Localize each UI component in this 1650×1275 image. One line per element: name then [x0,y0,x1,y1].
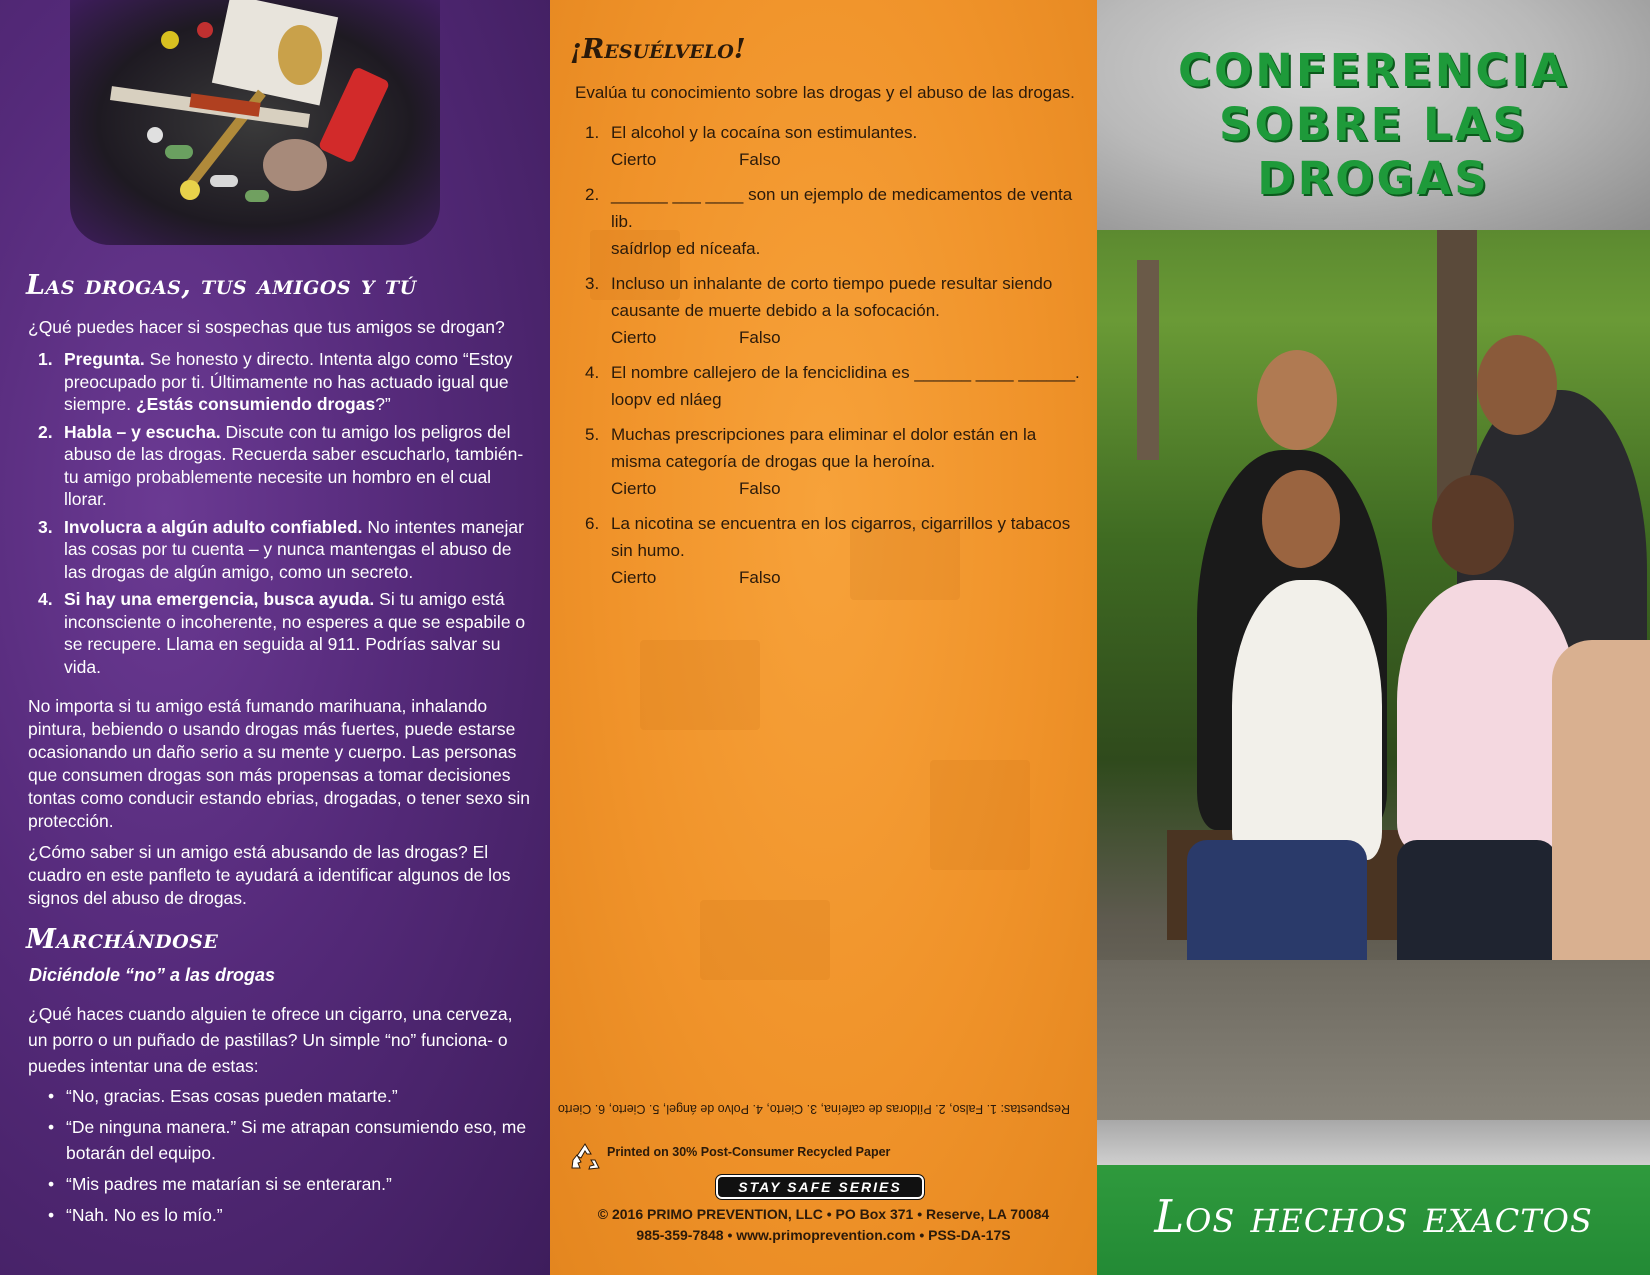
person-seated-right [1397,580,1577,850]
list-item [48,1171,538,1197]
step-lead: Habla – y escucha. [64,421,221,442]
list-item [48,1083,538,1109]
false-option: Falso [739,150,781,169]
bullet-icon: • [48,1205,55,1225]
true-option: Cierto [611,479,657,498]
question-text: El alcohol y la cocaína son estimulantes. [611,123,918,142]
person-head [1257,350,1337,450]
step-tail: ?” [375,394,391,414]
step-number: 3. [38,516,53,537]
list-item-text: “De ninguna manera.” Si me atrapan consumiendo eso, me botarán del equipo. [66,1117,527,1163]
quiz-list [585,119,1085,599]
bullet-icon: • [48,1086,55,1106]
step-lead: Si hay una emergencia, busca ayuda. [64,589,375,609]
step-lead: Pregunta. [64,349,145,369]
bullet-icon: • [48,1174,55,1194]
contact-line: 985-359-7848 • www.primoprevention.com • PSS-DA-17S [636,1227,1011,1243]
cover-title [1097,44,1650,206]
panel-quiz [550,0,1097,1275]
step-text: Se honesto y directo. Intenta algo como “Estoy preocupado por ti. Últimamente no has actuado igual que siempre. [64,349,513,414]
quiz-question [585,181,1085,262]
list-item [48,1114,538,1166]
question-body [611,119,917,173]
true-false-options [611,324,1085,351]
quiz-question [585,270,1085,351]
false-option: Falso [739,568,781,587]
question-body [611,359,1080,413]
quiz-question [585,421,1085,502]
step-text: Si tu amigo está inconsciente o incoherente, no esperes a que se espabile o se recupere. Llama en seguida al 911. Podrías salvar su vida. [64,589,526,677]
false-option: Falso [739,479,781,498]
step-text: Discute con tu amigo los peligros del abuso de las drogas. Recuerda saber escucharlo, también- tu amigo probablemente necesite un hombro en el cual llorar. [64,421,524,509]
tree-trunk [1137,260,1159,460]
heading-friends: Las drogas, tus amigos y tú [26,270,417,301]
step-bold-tail: ¿Estás consumiendo drogas [135,394,376,414]
question-number: 2. [585,185,600,204]
steps-list [38,348,538,683]
intro-question: ¿Qué puedes hacer si sospechas que tus amigos se drogan? [28,317,505,337]
question-text: Muchas prescripciones para eliminar el dolor están en la misma categoría de drogas que la heroína. [611,425,1037,471]
texture-block [640,640,760,730]
list-item-text: “Nah. No es lo mío.” [66,1205,223,1225]
person-head [1432,475,1514,575]
step-number: 4. [38,589,53,609]
step-item [38,516,538,584]
quiz-question [585,359,1085,413]
person-head [1477,335,1557,435]
drugs-illustration-icon [70,0,440,245]
true-option: Cierto [611,328,657,347]
true-option: Cierto [611,150,657,169]
question-body [611,181,1085,262]
step-number: 1. [38,349,53,369]
recycle-icon [569,1142,601,1172]
title-line-1: CONFERENCIA [1177,44,1570,97]
drugs-photo [70,0,440,245]
texture-block [700,900,830,980]
person-head [1262,470,1340,568]
question-number: 4. [585,363,600,382]
teens-photo [1097,140,1650,1140]
step-item [38,421,538,511]
question-number: 3. [585,274,600,293]
step-body [64,588,538,678]
stone-steps [1097,960,1650,1140]
list-item [48,1202,538,1228]
panel-cover [1097,0,1650,1275]
step-text: No intentes manejar las cosas por tu cuenta – y nunca mantengas el abuso de las drogas de algún amigo, como un secreto. [64,516,524,582]
grunge-footer [1097,1120,1650,1165]
person-seated-left [1232,580,1382,860]
question-text: El nombre callejero de la fenciclidina es ______ ____ ______. [611,363,1080,382]
panel-friends [0,0,550,1275]
refusal-list [48,1083,538,1233]
heading-solve-it: ¡Resuélvelo! [570,34,746,65]
subheading-say-no: Diciéndole “no” a las drogas [29,965,276,985]
texture-block [930,760,1030,870]
true-false-options [611,146,917,173]
list-item-text: “Mis padres me matarían si se enteraran.” [66,1174,392,1194]
title-line-2: SOBRE LAS DROGAS [1219,98,1528,205]
tree-trunk [1437,200,1477,500]
question-body [611,510,1085,591]
step-body [64,421,538,511]
question-number: 5. [585,425,600,444]
true-false-options [611,475,1085,502]
quiz-intro: Evalúa tu conocimiento sobre las drogas y el abuso de las drogas. [575,83,1075,102]
question-text: ______ ___ ____ son un ejemplo de medicamentos de venta lib. [611,185,1073,231]
step-body [64,516,538,584]
step-lead: Involucra a algún adulto confiabled. [64,516,363,537]
paragraph-signs: ¿Cómo saber si un amigo está abusando de las drogas? El cuadro en este panfleto te ayudará a identificar algunos de los signos del abuso de drogas. [28,842,511,908]
paragraph-offer: ¿Qué haces cuando alguien te ofrece un cigarro, una cerveza, un porro o un puñado de pastillas? Un simple “no” funciona- o puedes intentar una de estas: [28,1004,513,1076]
quiz-question [585,119,1085,173]
publisher-info [550,1204,1097,1246]
cover-subtitle: Los hechos exactos [1154,1190,1593,1243]
question-number: 1. [585,123,600,142]
step-item [38,588,538,678]
step-body [64,348,538,416]
true-false-options [611,564,1085,591]
heading-walk-away: Marchándose [26,924,219,955]
question-text: La nicotina se encuentra en los cigarros, cigarrillos y tabacos sin humo. [611,514,1071,560]
step-number: 2. [38,421,53,442]
copyright-line: © 2016 PRIMO PREVENTION, LLC • PO Box 371 • Reserve, LA 70084 [597,1206,1050,1222]
series-badge: STAY SAFE SERIES [716,1175,924,1199]
question-text: Incluso un inhalante de corto tiempo puede resultar siendo causante de muerte debido a la sofocación. [611,274,1053,320]
question-body [611,421,1085,502]
question-hint: saídrlop ed níceafa. [611,239,761,258]
answer-key-upside-down: Respuestas: 1. Falso, 2. Píldoras de cafeína, 3. Cierto, 4. Polvo de ángel, 5. Cierto, 6. Cierto [557,1102,1070,1116]
bullet-icon: • [48,1117,55,1137]
question-number: 6. [585,514,600,533]
question-hint: loopv ed nláeg [611,390,722,409]
question-body [611,270,1085,351]
list-item-text: “No, gracias. Esas cosas pueden matarte.” [66,1086,398,1106]
true-option: Cierto [611,568,657,587]
quiz-question [585,510,1085,591]
step-item [38,348,538,416]
false-option: Falso [739,328,781,347]
recycled-paper-note: Printed on 30% Post-Consumer Recycled Paper [607,1145,891,1159]
paragraph-risks: No importa si tu amigo está fumando marihuana, inhalando pintura, bebiendo o usando drogas más fuertes, puede estarse ocasionando un daño serio a su mente y cuerpo. Las personas que consumen drogas son más propensas a tomar decisiones tontas como conducir estando ebrias, drogadas, o tener sexo sin protección. [28,696,530,831]
